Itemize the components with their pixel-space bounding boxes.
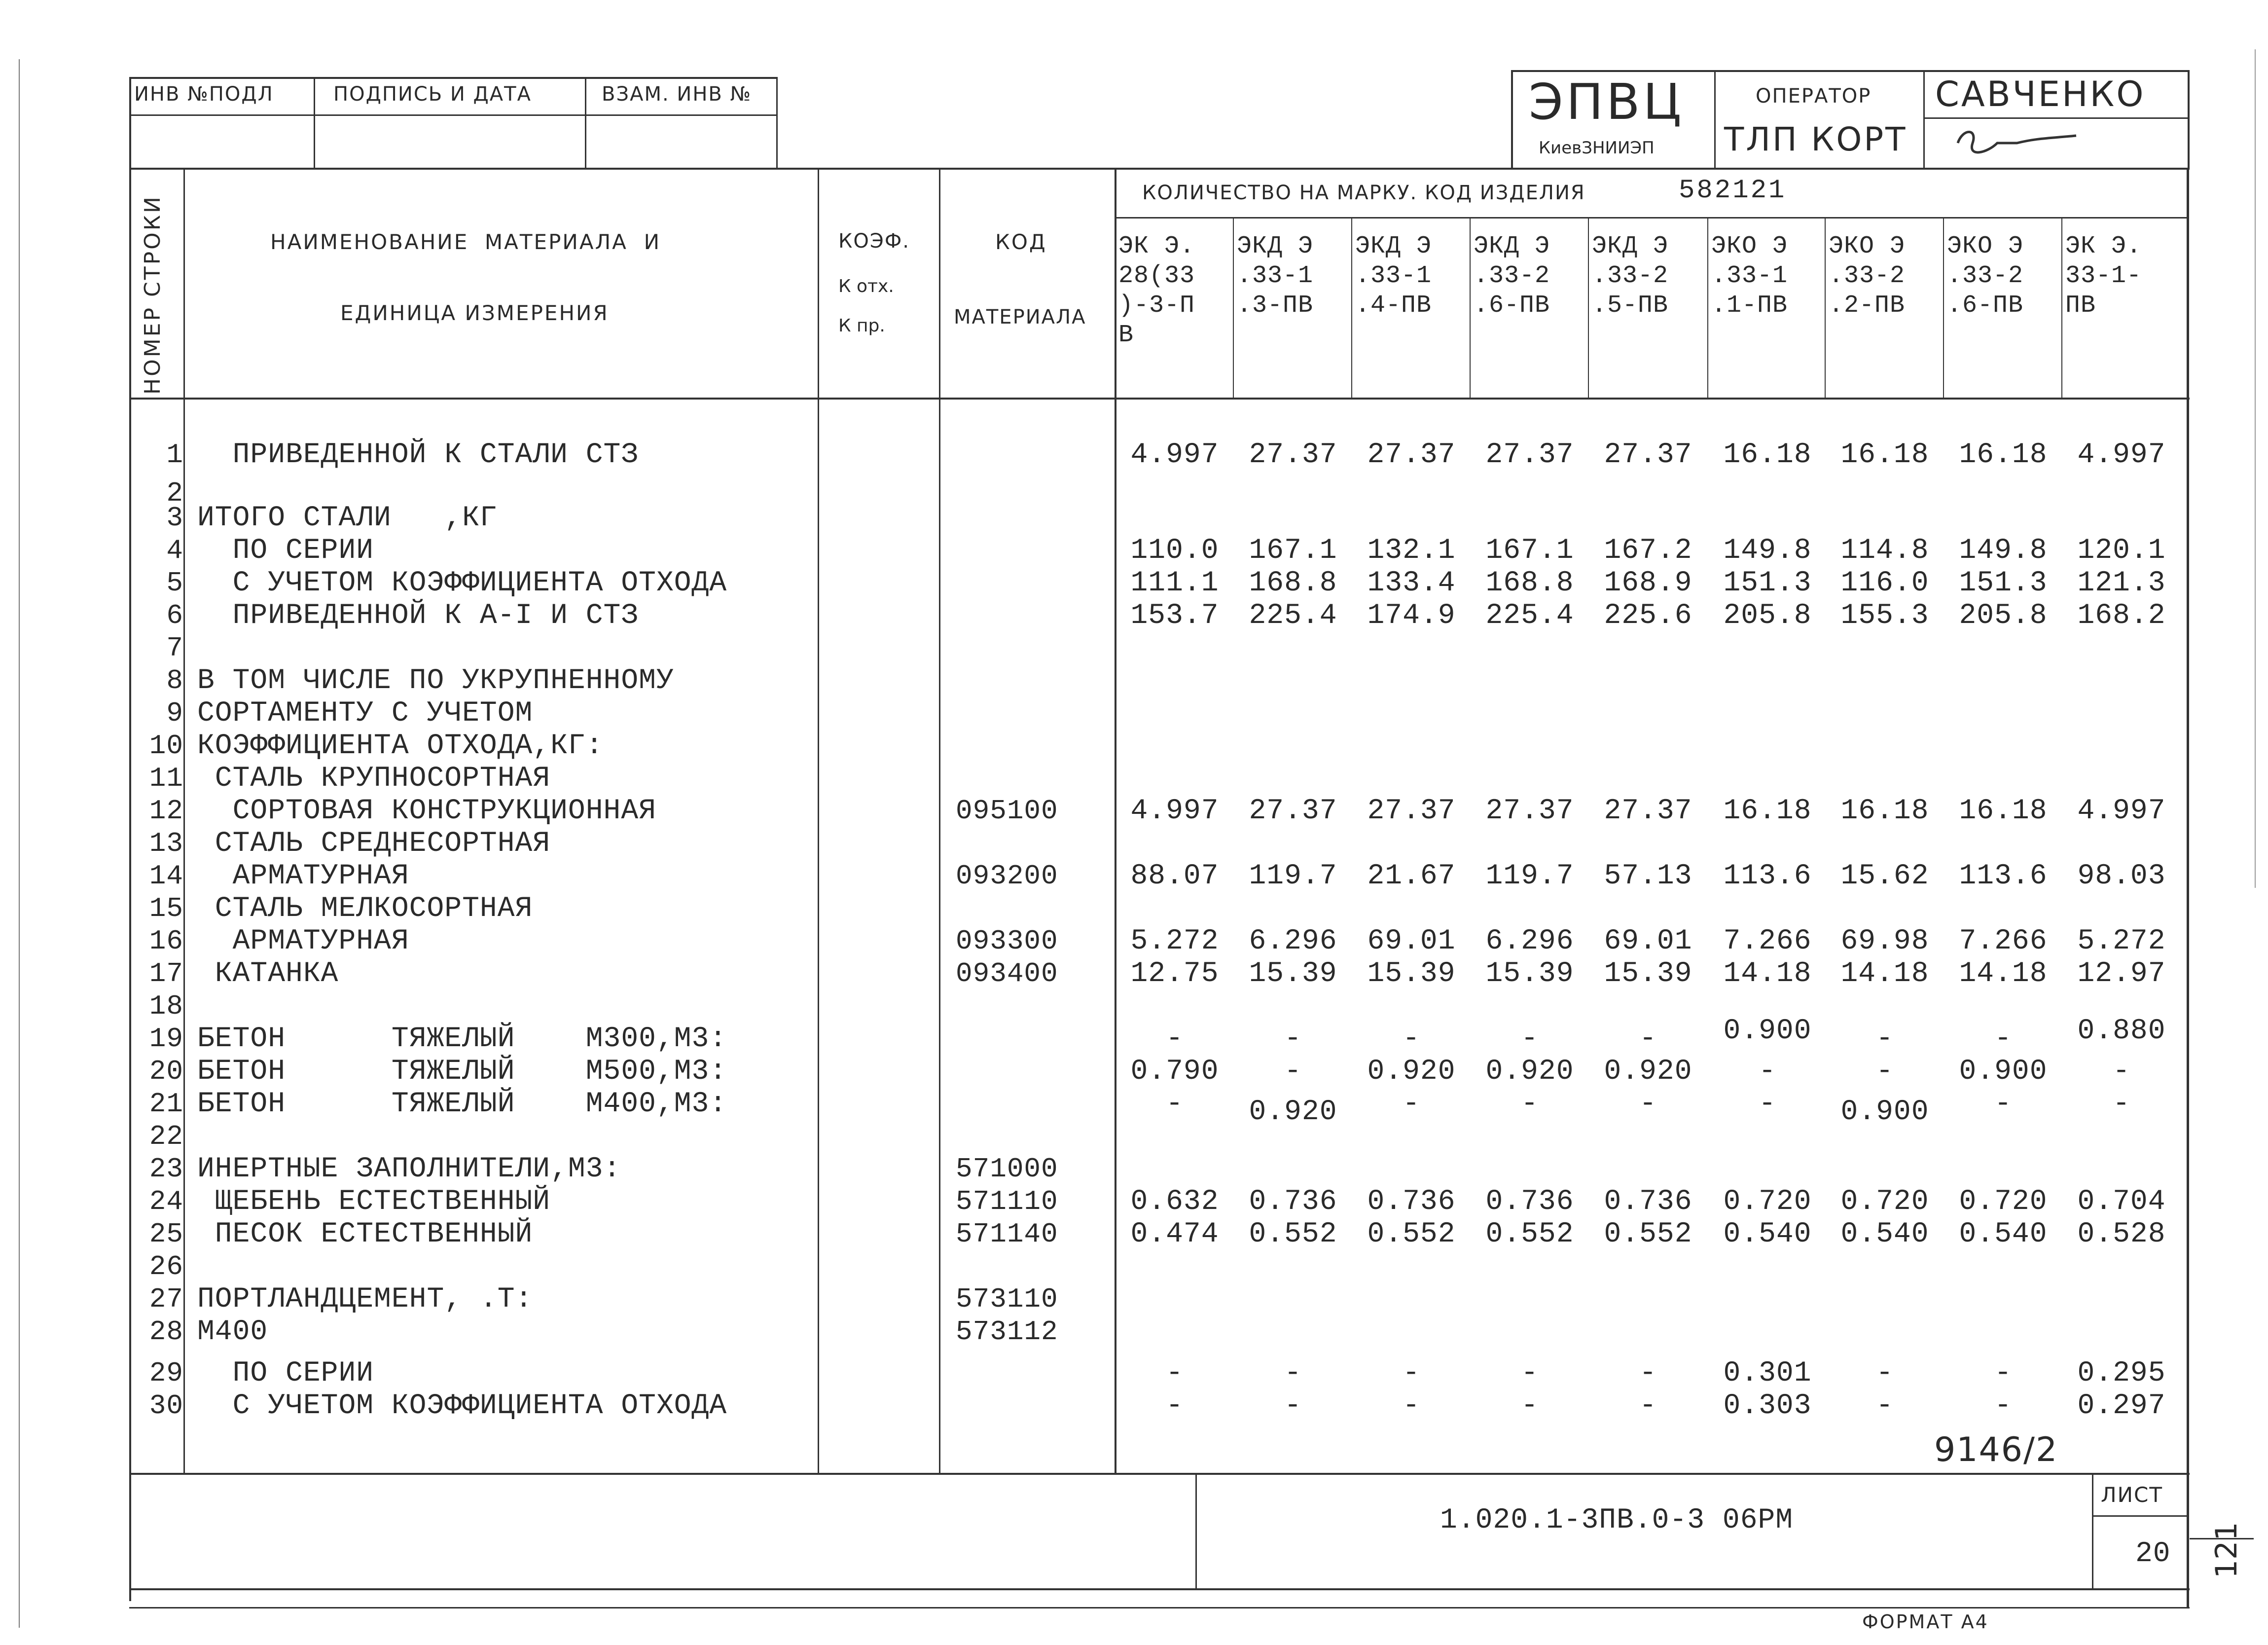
handwritten-number: 9146/2 <box>1934 1430 2058 1469</box>
quantity-value: - <box>1284 1390 1302 1422</box>
quantity-value: 0.736 <box>1485 1186 1574 1218</box>
sheet-number: 20 <box>2135 1538 2171 1570</box>
material-name: КОЭФФИЦИЕНТА ОТХОДА,КГ: <box>197 730 604 762</box>
quantity-value: 151.3 <box>1959 567 2048 599</box>
quantity-value: 0.552 <box>1367 1218 1456 1250</box>
quantity-value: 0.880 <box>2077 1015 2166 1047</box>
quantity-value: 167.2 <box>1604 535 1692 567</box>
quantity-value: - <box>2113 1056 2130 1088</box>
quantity-value: 0.920 <box>1485 1056 1574 1088</box>
quantity-value: - <box>2113 1088 2130 1120</box>
material-name: ПО СЕРИИ <box>197 535 374 567</box>
quantity-value: 0.704 <box>2077 1186 2166 1218</box>
quantity-value: 4.997 <box>2077 439 2166 471</box>
koef-header: КОЭФ. <box>838 230 910 253</box>
row-number: 4 <box>166 535 183 566</box>
material-name: БЕТОН ТЯЖЕЛЫЙ М400,М3: <box>197 1088 727 1120</box>
quantity-value: 15.39 <box>1604 958 1692 990</box>
quantity-value: 133.4 <box>1367 567 1456 599</box>
quantity-value: 7.266 <box>1723 925 1812 957</box>
material-code: 095100 <box>956 795 1058 827</box>
row-number: 17 <box>149 958 183 989</box>
quantity-value: 0.900 <box>1723 1015 1812 1047</box>
row-number: 26 <box>149 1251 183 1282</box>
quantity-value: 0.920 <box>1249 1096 1337 1128</box>
quantity-value: 27.37 <box>1604 795 1692 827</box>
material-name: М400 <box>197 1316 268 1348</box>
quantity-value: - <box>1166 1023 1184 1055</box>
quantity-value: 0.736 <box>1604 1186 1692 1218</box>
quantity-value: 6.296 <box>1249 925 1337 957</box>
row-number: 7 <box>166 632 183 664</box>
quantity-value: - <box>1876 1023 1894 1055</box>
org-title: ЭПВЦ <box>1529 73 1685 131</box>
quantity-value: - <box>1166 1088 1184 1120</box>
operator-signature <box>1953 123 2081 163</box>
product-column-header: ЭКО Э .33-2 .2-ПВ <box>1829 232 1906 320</box>
quantity-value: 5.272 <box>2077 925 2166 957</box>
product-column-header: ЭКО Э .33-2 .6-ПВ <box>1947 232 2024 320</box>
row-number: 11 <box>149 763 183 794</box>
row-number: 29 <box>149 1357 183 1389</box>
quantity-value: 174.9 <box>1367 600 1456 632</box>
quantity-value: 167.1 <box>1485 535 1574 567</box>
quantity-value: 21.67 <box>1367 860 1456 892</box>
quantity-value: 0.552 <box>1249 1218 1337 1250</box>
quantity-value: - <box>1639 1357 1657 1389</box>
quantity-value: 113.6 <box>1959 860 2048 892</box>
row-number: 20 <box>149 1056 183 1087</box>
row-number: 10 <box>149 730 183 762</box>
quantity-value: 15.39 <box>1367 958 1456 990</box>
material-name: ПЕСОК ЕСТЕСТВЕННЫЙ <box>197 1218 533 1250</box>
row-number: 21 <box>149 1088 183 1120</box>
quantity-value: - <box>1994 1023 2012 1055</box>
quantity-value: - <box>1521 1357 1539 1389</box>
margin-note: 121 <box>2209 1522 2244 1578</box>
row-number: 8 <box>166 665 183 696</box>
material-name: ПОРТЛАНДЦЕМЕНТ, .Т: <box>197 1283 533 1316</box>
quantity-value: 0.474 <box>1130 1218 1219 1250</box>
quantity-value: 167.1 <box>1249 535 1337 567</box>
material-name: ПРИВЕДЕННОЙ К СТАЛИ СТЗ <box>197 439 639 471</box>
row-number: 9 <box>166 697 183 729</box>
quantity-value: 27.37 <box>1367 439 1456 471</box>
quantity-value: 69.98 <box>1840 925 1929 957</box>
vzam-inv-label: ВЗАМ. ИНВ № <box>602 83 752 106</box>
quantity-value: - <box>1284 1056 1302 1088</box>
quantity-value: 27.37 <box>1485 795 1574 827</box>
material-code: 571110 <box>956 1186 1058 1217</box>
material-code-header: МАТЕРИАЛА <box>954 306 1086 329</box>
quantity-value: - <box>1639 1023 1657 1055</box>
row-number: 1 <box>166 439 183 471</box>
quantity-value: - <box>1994 1390 2012 1422</box>
quantity-value: 0.540 <box>1723 1218 1812 1250</box>
row-number: 30 <box>149 1390 183 1422</box>
quantity-value: 88.07 <box>1130 860 1219 892</box>
row-number: 6 <box>166 600 183 631</box>
product-code: 582121 <box>1679 176 1787 206</box>
quantity-value: 0.900 <box>1840 1096 1929 1128</box>
unit-header: ЕДИНИЦА ИЗМЕРЕНИЯ <box>340 301 609 325</box>
qty-title: КОЛИЧЕСТВО НА МАРКУ. КОД ИЗДЕЛИЯ <box>1142 182 1585 204</box>
quantity-value: 168.9 <box>1604 567 1692 599</box>
quantity-value: 205.8 <box>1723 600 1812 632</box>
operator-name: САВЧЕНКО <box>1935 74 2146 114</box>
org-subtitle: КиевЗНИИЭП <box>1539 138 1655 158</box>
quantity-value: 168.2 <box>2077 600 2166 632</box>
quantity-value: 0.790 <box>1130 1056 1219 1088</box>
quantity-value: 0.720 <box>1723 1186 1812 1218</box>
quantity-value: 132.1 <box>1367 535 1456 567</box>
product-column-header: ЭКО Э .33-1 .1-ПВ <box>1711 232 1788 320</box>
quantity-value: 12.97 <box>2077 958 2166 990</box>
quantity-value: 0.552 <box>1604 1218 1692 1250</box>
quantity-value: 116.0 <box>1840 567 1929 599</box>
row-number: 12 <box>149 795 183 827</box>
row-number: 19 <box>149 1023 183 1055</box>
quantity-value: 14.18 <box>1840 958 1929 990</box>
row-number: 13 <box>149 828 183 859</box>
material-name-header: НАИМЕНОВАНИЕ МАТЕРИАЛА И <box>270 230 661 254</box>
material-name: ИТОГО СТАЛИ ,КГ <box>197 502 498 534</box>
material-name: БЕТОН ТЯЖЕЛЫЙ М500,М3: <box>197 1056 727 1088</box>
quantity-value: 57.13 <box>1604 860 1692 892</box>
quantity-value: 27.37 <box>1249 439 1337 471</box>
quantity-value: 119.7 <box>1485 860 1574 892</box>
quantity-value: 0.540 <box>1959 1218 2048 1250</box>
quantity-value: 7.266 <box>1959 925 2048 957</box>
quantity-value: 16.18 <box>1959 795 2048 827</box>
quantity-value: 27.37 <box>1604 439 1692 471</box>
material-name: СТАЛЬ МЕЛКОСОРТНАЯ <box>197 893 533 925</box>
row-number: 24 <box>149 1186 183 1217</box>
row-number: 22 <box>149 1121 183 1152</box>
material-name: СТАЛЬ СРЕДНЕСОРТНАЯ <box>197 828 551 860</box>
quantity-value: 4.997 <box>1130 795 1219 827</box>
product-column-header: ЭКД Э .33-1 .3-ПВ <box>1237 232 1314 320</box>
quantity-value: 16.18 <box>1723 795 1812 827</box>
quantity-value: 168.8 <box>1485 567 1574 599</box>
quantity-value: 16.18 <box>1959 439 2048 471</box>
quantity-value: 114.8 <box>1840 535 1929 567</box>
quantity-value: 0.528 <box>2077 1218 2166 1250</box>
row-number: 5 <box>166 567 183 599</box>
quantity-value: 15.39 <box>1485 958 1574 990</box>
quantity-value: 6.296 <box>1485 925 1574 957</box>
row-number: 2 <box>166 477 183 509</box>
row-number: 23 <box>149 1153 183 1185</box>
row-number: 28 <box>149 1316 183 1348</box>
quantity-value: 69.01 <box>1367 925 1456 957</box>
quantity-value: 0.920 <box>1367 1056 1456 1088</box>
quantity-value: 0.297 <box>2077 1390 2166 1422</box>
material-code: 573110 <box>956 1283 1058 1315</box>
material-code: 093200 <box>956 860 1058 892</box>
quantity-value: 14.18 <box>1959 958 2048 990</box>
quantity-value: 121.3 <box>2077 567 2166 599</box>
k-otx-header: К отх. <box>838 276 894 296</box>
quantity-value: 225.4 <box>1249 600 1337 632</box>
row-number: 27 <box>149 1283 183 1315</box>
quantity-value: 27.37 <box>1485 439 1574 471</box>
quantity-value: 113.6 <box>1723 860 1812 892</box>
quantity-value: 205.8 <box>1959 600 2048 632</box>
row-number: 18 <box>149 990 183 1022</box>
quantity-value: 155.3 <box>1840 600 1929 632</box>
material-name: АРМАТУРНАЯ <box>197 925 409 957</box>
quantity-value: - <box>1403 1390 1420 1422</box>
quantity-value: 0.720 <box>1959 1186 2048 1218</box>
quantity-value: 16.18 <box>1723 439 1812 471</box>
quantity-value: - <box>1403 1088 1420 1120</box>
tlp-label: ТЛП КОРТ <box>1724 120 1908 158</box>
material-name: КАТАНКА <box>197 958 339 990</box>
quantity-value: 27.37 <box>1367 795 1456 827</box>
quantity-value: 225.4 <box>1485 600 1574 632</box>
doc-code: 1.020.1-3ПВ.0-3 06РМ <box>1440 1504 1794 1536</box>
quantity-value: 0.900 <box>1959 1056 2048 1088</box>
quantity-value: 0.920 <box>1604 1056 1692 1088</box>
row-number-header: НОМЕР СТРОКИ <box>140 195 165 395</box>
quantity-value: 69.01 <box>1604 925 1692 957</box>
kod-header: КОД <box>995 230 1047 254</box>
quantity-value: 0.295 <box>2077 1357 2166 1389</box>
row-number: 25 <box>149 1218 183 1250</box>
quantity-value: 0.736 <box>1249 1186 1337 1218</box>
product-column-header: ЭКД Э .33-2 .5-ПВ <box>1592 232 1669 320</box>
material-code: 573112 <box>956 1316 1058 1348</box>
material-name: СОРТОВАЯ КОНСТРУКЦИОННАЯ <box>197 795 656 827</box>
quantity-value: - <box>1759 1056 1776 1088</box>
material-name: С УЧЕТОМ КОЭФФИЦИЕНТА ОТХОДА <box>197 567 727 599</box>
material-name: В ТОМ ЧИСЛЕ ПО УКРУПНЕННОМУ <box>197 665 674 697</box>
quantity-value: 111.1 <box>1130 567 1219 599</box>
quantity-value: 0.632 <box>1130 1186 1219 1218</box>
inv-podl-label: ИНВ №ПОДЛ <box>134 83 274 106</box>
quantity-value: 0.720 <box>1840 1186 1929 1218</box>
quantity-value: 4.997 <box>2077 795 2166 827</box>
material-name: БЕТОН ТЯЖЕЛЫЙ М300,М3: <box>197 1023 727 1055</box>
quantity-value: 0.540 <box>1840 1218 1929 1250</box>
quantity-value: - <box>1284 1357 1302 1389</box>
quantity-value: - <box>1521 1390 1539 1422</box>
quantity-value: - <box>1166 1357 1184 1389</box>
operator-label: ОПЕРАТОР <box>1756 85 1872 108</box>
product-column-header: ЭКД Э .33-2 .6-ПВ <box>1474 232 1550 320</box>
quantity-value: 14.18 <box>1723 958 1812 990</box>
material-code: 093400 <box>956 958 1058 989</box>
material-name: ПО СЕРИИ <box>197 1357 374 1389</box>
product-column-header: ЭК Э. 28(33 )-3-П В <box>1118 232 1195 349</box>
material-name: АРМАТУРНАЯ <box>197 860 409 892</box>
quantity-value: - <box>1876 1357 1894 1389</box>
quantity-value: - <box>1403 1023 1420 1055</box>
quantity-value: 119.7 <box>1249 860 1337 892</box>
quantity-value: 0.552 <box>1485 1218 1574 1250</box>
material-name: ИНЕРТНЫЕ ЗАПОЛНИТЕЛИ,М3: <box>197 1153 621 1185</box>
quantity-value: 0.736 <box>1367 1186 1456 1218</box>
material-code: 093300 <box>956 925 1058 957</box>
material-name: ПРИВЕДЕННОЙ К А-I И СТЗ <box>197 600 639 632</box>
quantity-value: - <box>1994 1088 2012 1120</box>
quantity-value: - <box>1876 1390 1894 1422</box>
quantity-value: - <box>1284 1023 1302 1055</box>
quantity-value: 149.8 <box>1723 535 1812 567</box>
quantity-value: 5.272 <box>1130 925 1219 957</box>
quantity-value: - <box>1639 1390 1657 1422</box>
quantity-value: 168.8 <box>1249 567 1337 599</box>
quantity-value: 15.39 <box>1249 958 1337 990</box>
material-name: ЩЕБЕНЬ ЕСТЕСТВЕННЫЙ <box>197 1186 551 1218</box>
sheet-label: ЛИСТ <box>2101 1483 2163 1507</box>
quantity-value: - <box>1759 1088 1776 1120</box>
quantity-value: - <box>1403 1357 1420 1389</box>
material-name: СОРТАМЕНТУ С УЧЕТОМ <box>197 697 533 730</box>
quantity-value: 151.3 <box>1723 567 1812 599</box>
quantity-value: 16.18 <box>1840 795 1929 827</box>
material-name: С УЧЕТОМ КОЭФФИЦИЕНТА ОТХОДА <box>197 1390 727 1422</box>
row-number: 16 <box>149 925 183 957</box>
quantity-value: - <box>1639 1088 1657 1120</box>
row-number: 3 <box>166 502 183 534</box>
product-column-header: ЭКД Э .33-1 .4-ПВ <box>1355 232 1432 320</box>
quantity-value: 153.7 <box>1130 600 1219 632</box>
row-number: 14 <box>149 860 183 892</box>
quantity-value: 16.18 <box>1840 439 1929 471</box>
quantity-value: - <box>1521 1023 1539 1055</box>
material-name: СТАЛЬ КРУПНОСОРТНАЯ <box>197 763 551 795</box>
format-label: ФОРМАТ А4 <box>1862 1611 1989 1633</box>
quantity-value: - <box>1876 1056 1894 1088</box>
quantity-value: 15.62 <box>1840 860 1929 892</box>
product-column-header: ЭК Э. 33-1- ПВ <box>2065 232 2142 320</box>
quantity-value: 110.0 <box>1130 535 1219 567</box>
quantity-value: 0.301 <box>1723 1357 1812 1389</box>
quantity-value: 12.75 <box>1130 958 1219 990</box>
quantity-value: 225.6 <box>1604 600 1692 632</box>
quantity-value: 149.8 <box>1959 535 2048 567</box>
quantity-value: 120.1 <box>2077 535 2166 567</box>
row-number: 15 <box>149 893 183 924</box>
quantity-value: 98.03 <box>2077 860 2166 892</box>
podpis-data-label: ПОДПИСЬ И ДАТА <box>333 83 532 106</box>
material-code: 571140 <box>956 1218 1058 1250</box>
quantity-value: - <box>1994 1357 2012 1389</box>
quantity-value: 4.997 <box>1130 439 1219 471</box>
quantity-value: 27.37 <box>1249 795 1337 827</box>
material-code: 571000 <box>956 1153 1058 1185</box>
quantity-value: - <box>1166 1390 1184 1422</box>
quantity-value: - <box>1521 1088 1539 1120</box>
quantity-value: 0.303 <box>1723 1390 1812 1422</box>
k-pr-header: К пр. <box>838 316 885 336</box>
